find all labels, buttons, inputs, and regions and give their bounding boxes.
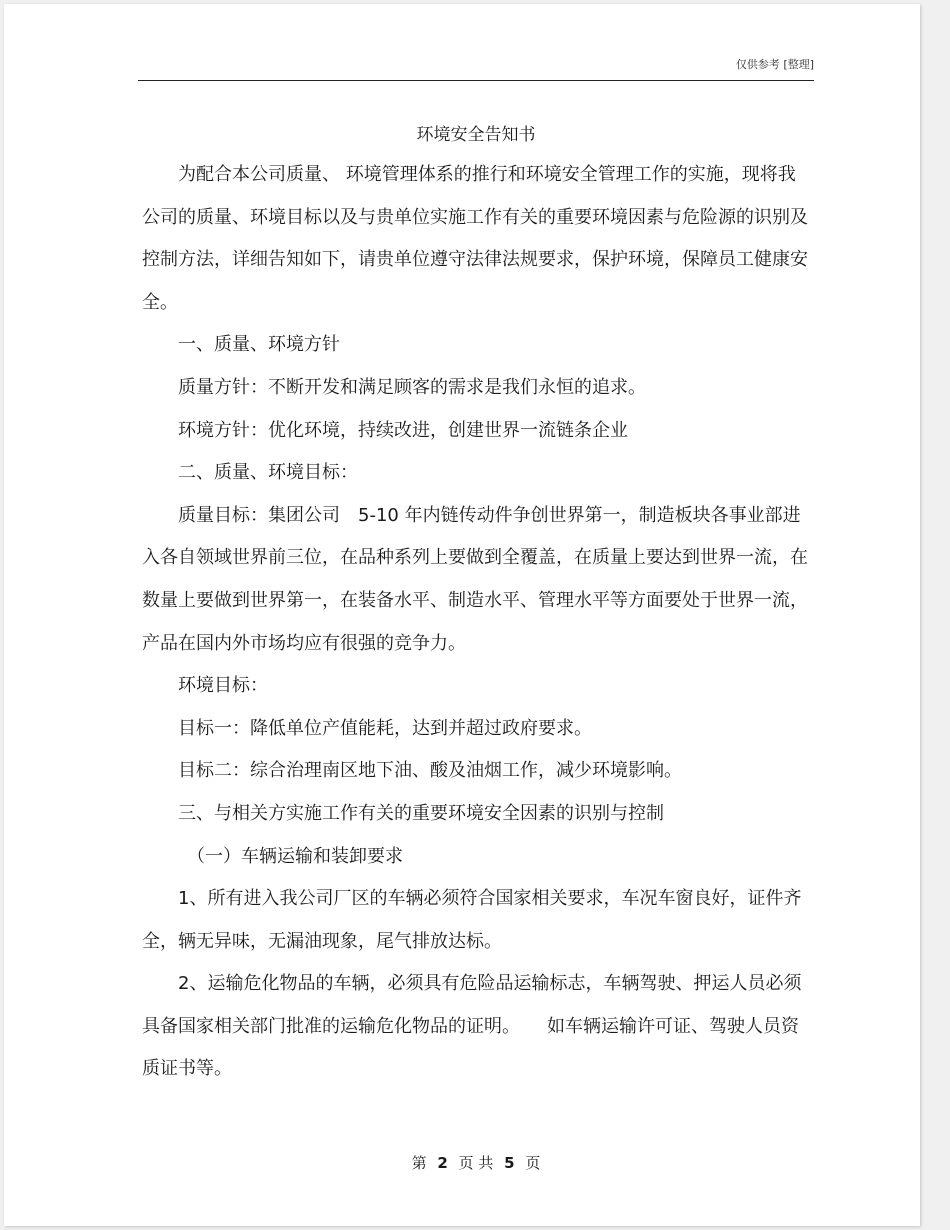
paragraph: 目标一：降低单位产值能耗，达到并超过政府要求。 <box>178 717 592 739</box>
header-note: 仅供参考 [整理] <box>735 58 814 71</box>
footer-middle: 页 共 <box>458 1154 494 1172</box>
paragraph: 为配合本公司质量、 环境管理体系的推行和环境安全管理工作的实施，现将我公司的质量、环境目标以及与贵单位实施工作有关的重要环境因素与危险源的识别及控制方法，详细告知如下，请贵单位遵守法律法规要求，保护环境，保障员工健康安全。 <box>142 164 808 313</box>
document-title: 环境安全告知书 <box>416 125 536 145</box>
subsection-heading: （一）车辆运输和装卸要求 <box>187 845 403 867</box>
section-heading: 一、质量、环境方针 <box>178 334 340 356</box>
paragraph: 环境目标： <box>178 675 268 697</box>
paragraph: 质量目标：集团公司 5-10 年内链传动件争创世界第一，制造板块各事业部进入各自领域世界前三位，在品种系列上要做到全覆盖，在质量上要达到世界一流，在数量上要做到世界第一，在装备水平、制造水平、管理水平等方面要处于世界一流，产品在国内外市场均应有很强的竞争力。 <box>142 504 808 654</box>
footer-page-number: 2 <box>437 1154 448 1172</box>
footer-total-pages: 5 <box>504 1154 515 1172</box>
paragraph: 目标二：综合治理南区地下油、酸及油烟工作，减少环境影响。 <box>178 760 682 782</box>
footer-suffix: 页 <box>525 1154 541 1172</box>
paragraph: 环境方针：优化环境，持续改进，创建世界一流链条企业 <box>178 419 628 441</box>
document-page <box>4 4 920 1226</box>
paragraph: 质量方针：不断开发和满足顾客的需求是我们永恒的追求。 <box>178 376 646 398</box>
paragraph: 1、所有进入我公司厂区的车辆必须符合国家相关要求，车况车窗良好，证件齐全，辆无异味，无漏油现象，尾气排放达标。 <box>142 888 802 952</box>
section-heading: 三、与相关方实施工作有关的重要环境安全因素的识别与控制 <box>178 802 664 824</box>
document-body <box>142 154 810 1091</box>
page-footer <box>138 1152 814 1173</box>
footer-prefix: 第 <box>411 1154 427 1172</box>
paragraph: 2、运输危化物品的车辆，必须具有危险品运输标志，车辆驾驶、押运人员必须具备国家相关部门批准的运输危化物品的证明。 如车辆运输许可证、驾驶人员资质证书等。 <box>142 973 802 1080</box>
header-rule <box>138 80 814 81</box>
section-heading: 二、质量、环境目标： <box>178 462 358 484</box>
